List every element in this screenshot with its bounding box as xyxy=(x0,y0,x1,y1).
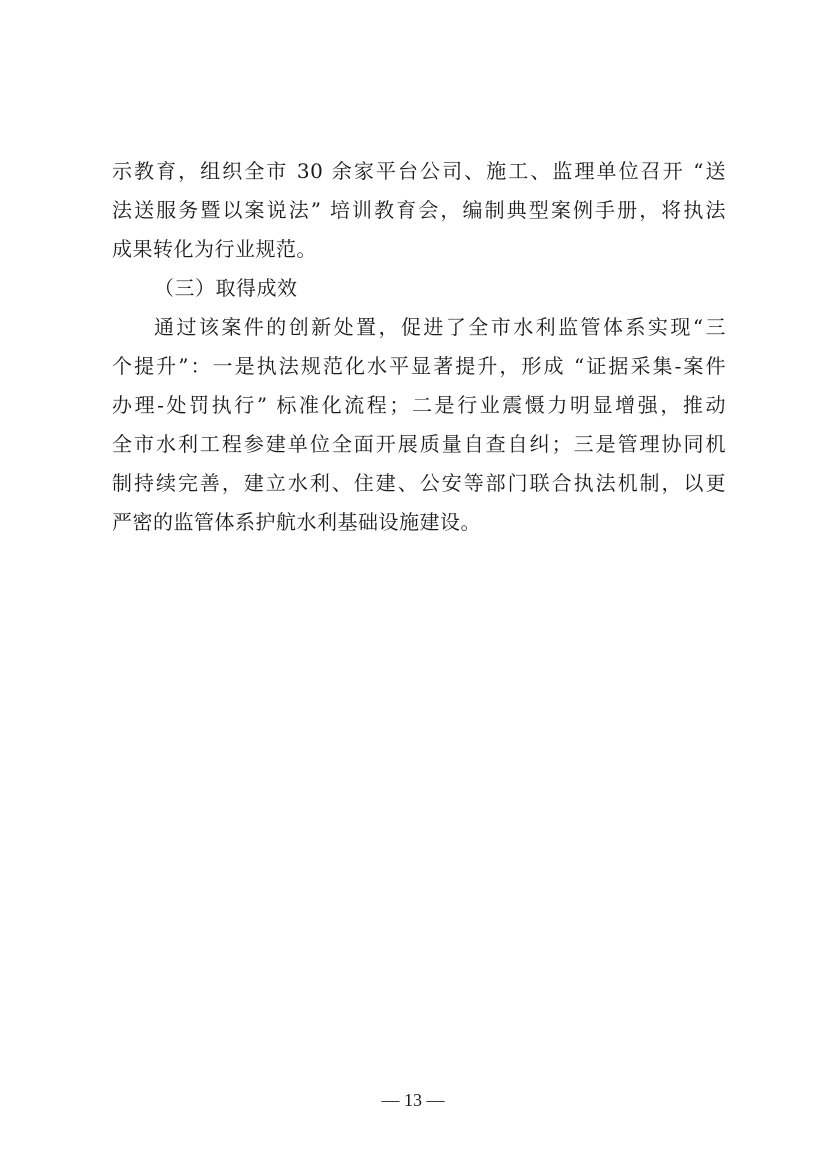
text-line: 制持续完善，建立水利、住建、公安等部门联合执法机制，以更 xyxy=(112,471,726,495)
section-heading: （三）取得成效 xyxy=(154,276,298,300)
text-line: 示教育，组织全市 30 余家平台公司、施工、监理单位召开 “送 xyxy=(112,159,726,183)
text-line: 个提升”：一是执法规范化水平显著提升，形成 “证据采集-案件 xyxy=(112,354,726,378)
paragraph-education xyxy=(112,152,726,269)
text-line: 严密的监管体系护航水利基础设施建设。 xyxy=(112,510,481,534)
text-line: 办理-处罚执行” 标准化流程；二是行业震慑力明显增强，推动 xyxy=(112,393,726,417)
text-line: 通过该案件的创新处置，促进了全市水利监管体系实现“三 xyxy=(154,315,726,339)
page-body xyxy=(112,152,726,542)
text-line: 成果转化为行业规范。 xyxy=(112,237,317,261)
page-number: — 13 — xyxy=(381,1090,445,1110)
text-line: 法送服务暨以案说法” 培训教育会，编制典型案例手册，将执法 xyxy=(112,198,726,222)
paragraph-results xyxy=(112,308,726,542)
text-line: 全市水利工程参建单位全面开展质量自查自纠；三是管理协同机 xyxy=(112,432,726,456)
